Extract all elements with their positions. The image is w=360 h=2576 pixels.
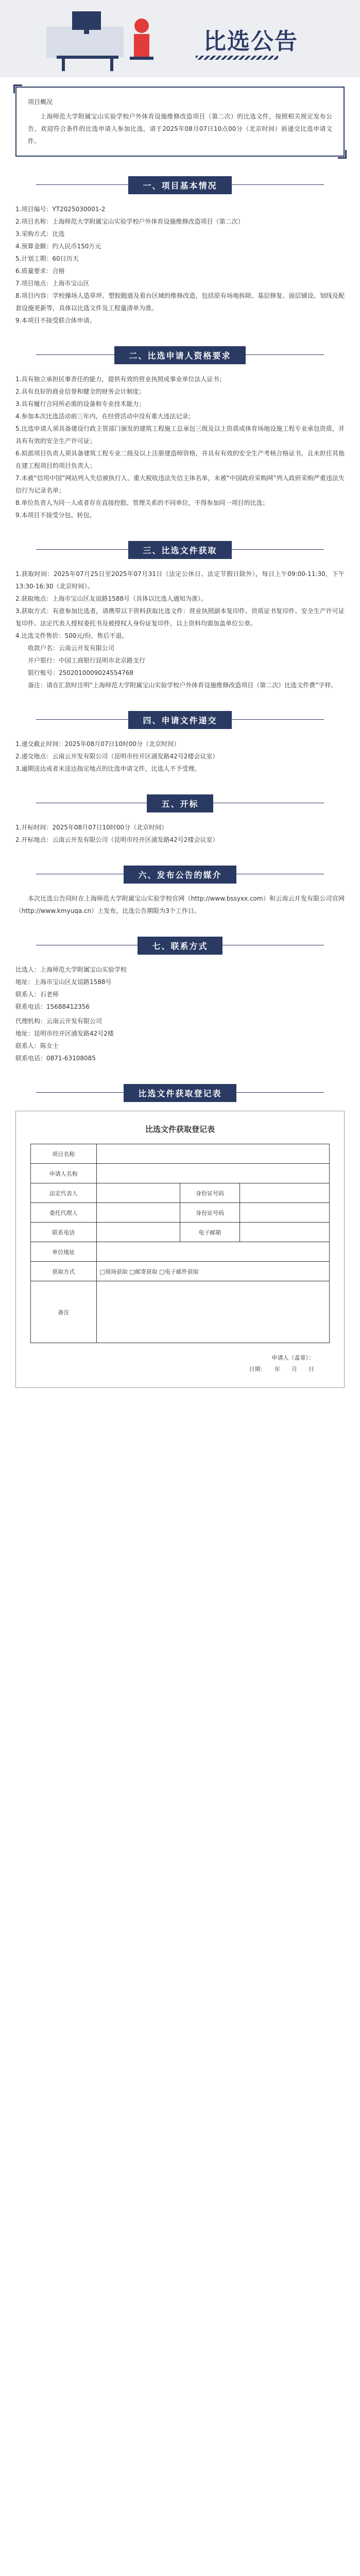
table-cell: 身份证号码 <box>180 1183 239 1203</box>
section-heading-submission <box>0 711 360 728</box>
section-heading-contact <box>0 937 360 954</box>
table-row <box>31 1262 330 1281</box>
list-item: 3.逾期送达或者未送达指定地点的比选申请文件，比选人不予受理。 <box>15 765 201 772</box>
list-item: 4.比选文件售价：500元/份，售后不退。 <box>15 632 128 639</box>
list-item: 联系电话：0871-63108085 <box>15 1055 96 1062</box>
contact-info <box>15 963 345 1064</box>
desk-illustration-icon <box>36 6 170 73</box>
input-cell[interactable] <box>96 1281 329 1343</box>
section-title: 五、开标 <box>147 794 213 812</box>
list-item: 地址：上海市宝山区友谊路1588号 <box>15 978 112 986</box>
input-cell[interactable] <box>239 1223 329 1242</box>
table-row <box>31 1242 330 1262</box>
table-cell: 联系电话 <box>31 1223 97 1242</box>
list-item: 2.项目名称：上海师范大学附属宝山实验学校户外体育设施维修改造项目（第二次） <box>15 218 244 225</box>
basic-info <box>15 203 345 327</box>
list-item: 1.具有独立承担民事责任的能力，提供有效的营业执照或事业单位法人证书； <box>15 376 226 383</box>
list-item: 9.本项目不接受分包、转包。 <box>15 512 96 519</box>
list-item: 1.开标时间：2025年08月07日10时00分（北京时间） <box>15 824 168 831</box>
table-cell: 法定代表人 <box>31 1183 97 1203</box>
list-item: 1.项目编号：YT2025030001-2 <box>15 206 106 213</box>
input-cell[interactable] <box>96 1144 329 1164</box>
section-heading-publish <box>0 866 360 883</box>
list-item: 7.未被“信用中国”网站列入失信被执行人、重大税收违法失信主体名单，未被“中国政府采购网”列入政府采购严重违法失信行为记录名单； <box>15 474 345 494</box>
table-row <box>31 1281 330 1343</box>
table-row <box>31 1223 330 1242</box>
submission-info <box>15 738 345 775</box>
list-item: 9.本项目不接受联合体申请。 <box>15 317 96 324</box>
input-cell[interactable] <box>96 1242 329 1262</box>
list-item: 代理机构：云南云开发有限公司 <box>15 1018 102 1025</box>
list-item: 3.采购方式：比选 <box>15 230 65 238</box>
register-table <box>30 1144 330 1343</box>
list-item: 5.比选申请人须具备建设行政主管部门颁发的建筑工程施工总承包三级及以上资质或体育场地设施工程专业承包资质，并具有有效的安全生产许可证； <box>15 425 345 445</box>
list-item: 3.获取方式：有意参加比选者，请携带以下资料获取比选文件：营业执照副本复印件、资质证书复印件、安全生产许可证复印件、法定代表人授权委托书及被授权人身份证复印件，以上资料均需加盖单位公章。 <box>15 607 345 627</box>
opening-info <box>15 821 345 846</box>
list-item: 2.递交地点：云南云开发有限公司（昆明市经开区浦发路42号2楼会议室） <box>15 753 219 760</box>
sign-company: 申请人（盖章）： <box>271 1354 314 1361</box>
sign-date: 日期： 年 月 日 <box>249 1366 314 1372</box>
methods-options[interactable]: □现场获取 □邮寄获取 □电子邮件获取 <box>96 1262 329 1281</box>
title-decoration <box>196 56 278 60</box>
register-form <box>15 1111 345 1388</box>
intro-text: 上海师范大学附属宝山实验学校户外体育设施维修改造项目（第二次）的比选文件，按照相关规定发布公告，欢迎符合条件的比选申请人参加比选，请于2025年08月07日10点00分（北京时间）前递交比选申请文件。 <box>28 113 332 145</box>
list-item: 6.拟派项目负责人须具备建筑工程专业二级及以上注册建造师资格，并具有有效的安全生产考核合格证书，且未担任其他在建工程项目的项目负责人； <box>15 450 345 469</box>
section-title: 比选文件获取登记表 <box>124 1084 236 1102</box>
list-item: 联系人：石老师 <box>15 991 59 998</box>
list-item: 联系电话：15688412356 <box>15 1003 90 1010</box>
list-item: 1.递交截止时间：2025年08月07日10时00分（北京时间） <box>15 740 180 748</box>
input-cell[interactable] <box>96 1203 180 1223</box>
section-heading-register <box>0 1084 360 1101</box>
payment-item: 开户银行：中国工商银行昆明市北京路支行 <box>28 657 146 664</box>
section-title: 七、联系方式 <box>138 937 222 955</box>
input-cell[interactable] <box>96 1183 180 1203</box>
payment-item: 银行账号：2502010009024554768 <box>28 669 134 676</box>
list-item: 6.质量要求：合格 <box>15 267 65 275</box>
list-item: 8.项目内容：学校操场人造草坪、塑胶跑道及看台区域的维修改造，包括原有场地拆除、基层修复、面层铺设、划线及配套设施更新等，具体以比选文件及工程量清单为准。 <box>15 292 345 312</box>
table-row <box>31 1183 330 1203</box>
section-title: 四、申请文件递交 <box>128 711 231 729</box>
section-title: 六、发布公告的媒介 <box>124 866 236 884</box>
section-heading-qualification <box>0 346 360 364</box>
list-item: 1.获取时间：2025年07月25日至2025年07月31日（法定公休日、法定节假日除外），每日上午09:00-11:30，下午13:30-16:30（北京时间）。 <box>15 570 345 590</box>
table-row <box>31 1144 330 1164</box>
list-item: 3.具有履行合同所必需的设备和专业技术能力； <box>15 400 145 408</box>
list-item: 地址：昆明市经开区浦发路42号2楼 <box>15 1030 114 1037</box>
list-item: 2.开标地点：云南云开发有限公司（昆明市经开区浦发路42号2楼会议室） <box>15 836 219 843</box>
list-item: 8.单位负责人为同一人或者存在直接控股、管理关系的不同单位，不得参加同一项目的比选； <box>15 499 269 506</box>
intro-label: 项目概况 <box>28 98 53 106</box>
publish-text: 本次比选公告同时在上海师范大学附属宝山实验学校官网（http://www.bssyxx.com）和云南云开发有限公司官网（http://www.kmyuqa.cn）上发布，比选公告期限为3个工作日。 <box>15 895 345 914</box>
input-cell[interactable] <box>239 1203 329 1223</box>
intro-box <box>15 87 345 157</box>
table-cell: 委托代理人 <box>31 1203 97 1223</box>
register-title: 比选文件获取登记表 <box>145 1125 215 1134</box>
table-cell: 电子邮箱 <box>180 1223 239 1242</box>
table-cell: 项目名称 <box>31 1144 97 1164</box>
list-item: 5.计划工期：60日历天 <box>15 255 79 262</box>
list-item: 比选人：上海师范大学附属宝山实验学校 <box>15 966 127 973</box>
list-item: 7.项目地点：上海市宝山区 <box>15 280 90 287</box>
section-heading-opening <box>0 794 360 812</box>
table-row <box>31 1164 330 1183</box>
input-cell[interactable] <box>96 1164 329 1183</box>
payment-item: 收款户名：云南云开发有限公司 <box>28 645 115 652</box>
list-item: 联系人：陈女士 <box>15 1042 59 1049</box>
page-title: 比选公告 <box>203 28 298 55</box>
list-item: 4.预算金额：约人民币150万元 <box>15 243 101 250</box>
table-cell: 获取方式 <box>31 1262 97 1281</box>
payment-item: 备注：请在汇款时注明“上海师范大学附属宝山实验学校户外体育设施维修改造项目（第二次）比选文件费”字样。 <box>28 682 337 689</box>
table-cell: 单位地址 <box>31 1242 97 1262</box>
section-title: 三、比选文件获取 <box>128 541 231 559</box>
publish-info <box>15 892 345 917</box>
table-cell: 申请人名称 <box>31 1164 97 1183</box>
list-item: 4.参加本次比选活动前三年内，在经营活动中没有重大违法记录； <box>15 413 195 420</box>
section-title: 一、项目基本情况 <box>128 176 231 194</box>
list-item: 2.获取地点：上海市宝山区友谊路1588号（具体以比选人通知为准）。 <box>15 595 207 602</box>
section-heading-documents <box>0 541 360 558</box>
table-cell: 备注 <box>31 1281 97 1343</box>
table-cell: 身份证号码 <box>180 1203 239 1223</box>
input-cell[interactable] <box>96 1223 180 1242</box>
header-banner <box>0 0 360 77</box>
list-item: 2.具有良好的商业信誉和健全的财务会计制度； <box>15 388 145 395</box>
section-title: 二、比选申请人资格要求 <box>114 346 245 364</box>
qualification-info <box>15 373 345 521</box>
document-info <box>15 568 345 691</box>
section-heading-basic <box>0 176 360 194</box>
table-row <box>31 1203 330 1223</box>
input-cell[interactable] <box>239 1183 329 1203</box>
